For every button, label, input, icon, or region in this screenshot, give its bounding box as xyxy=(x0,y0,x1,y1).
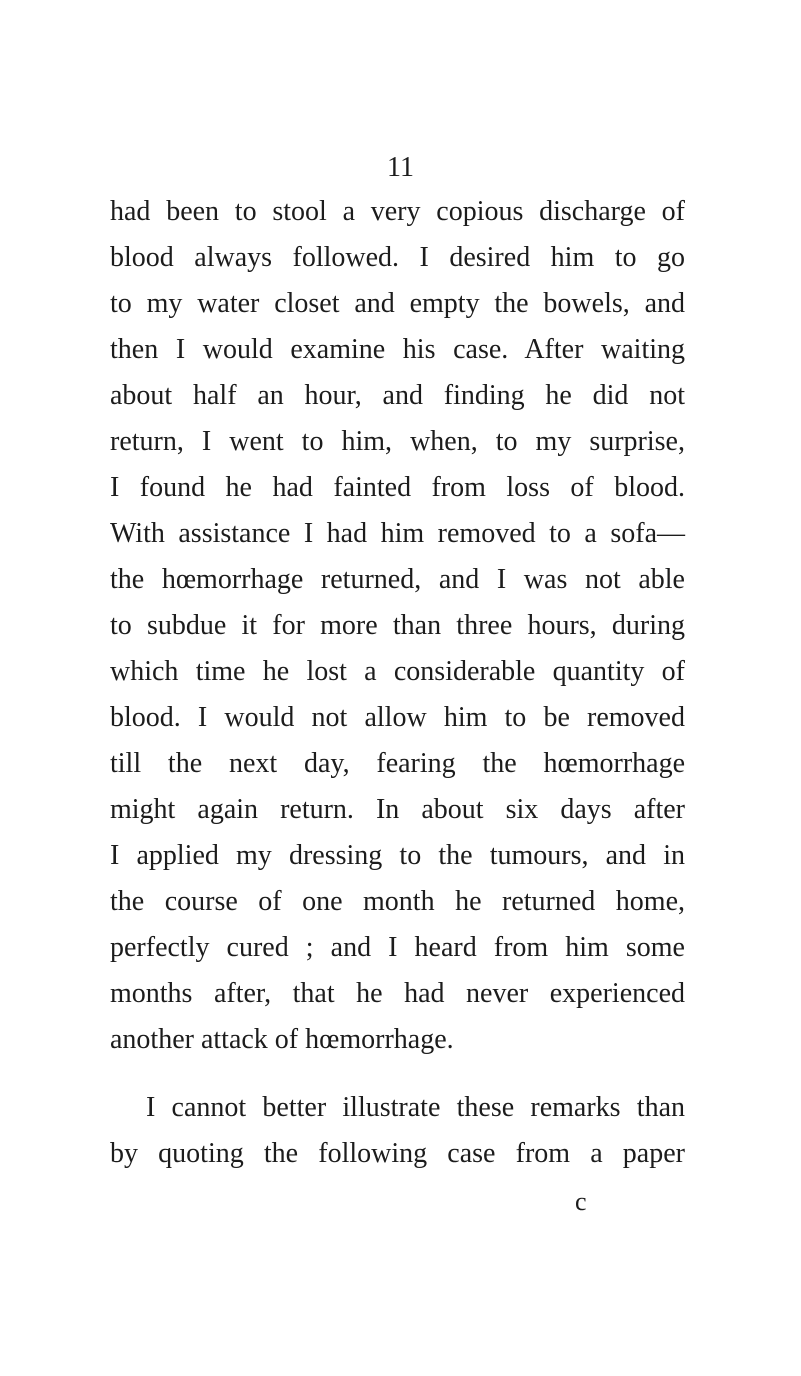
text-line: the hœmorrhage returned, and I was not able xyxy=(110,564,685,595)
text-line: blood. I would not allow him to be removed xyxy=(110,702,685,733)
text-line: I cannot better illustrate these remarks than xyxy=(146,1092,685,1123)
text-line: to subdue it for more than three hours, during xyxy=(110,610,685,641)
text-line: I applied my dressing to the tumours, and in xyxy=(110,840,685,871)
signature-mark: c xyxy=(575,1187,587,1216)
text-line: return, I went to him, when, to my surprise, xyxy=(110,426,685,457)
text-line: months after, that he had never experienced xyxy=(110,978,685,1009)
text-line: another attack of hœmorrhage. xyxy=(110,1024,454,1055)
text-line: might again return. In about six days after xyxy=(110,794,685,825)
text-line: the course of one month he returned home, xyxy=(110,886,685,917)
page-number: 11 xyxy=(387,152,414,183)
text-line: which time he lost a considerable quantity of xyxy=(110,656,685,687)
text-line: till the next day, fearing the hœmorrhage xyxy=(110,748,685,779)
text-line: to my water closet and empty the bowels, and xyxy=(110,288,685,319)
text-line: With assistance I had him removed to a sofa— xyxy=(110,518,685,549)
text-line: had been to stool a very copious discharge of xyxy=(110,196,685,227)
text-line: about half an hour, and finding he did not xyxy=(110,380,685,411)
text-line: I found he had fainted from loss of blood. xyxy=(110,472,685,503)
text-line: by quoting the following case from a paper xyxy=(110,1138,685,1169)
text-line: perfectly cured ; and I heard from him some xyxy=(110,932,685,963)
text-line: blood always followed. I desired him to go xyxy=(110,242,685,273)
text-line: then I would examine his case. After waiting xyxy=(110,334,685,365)
